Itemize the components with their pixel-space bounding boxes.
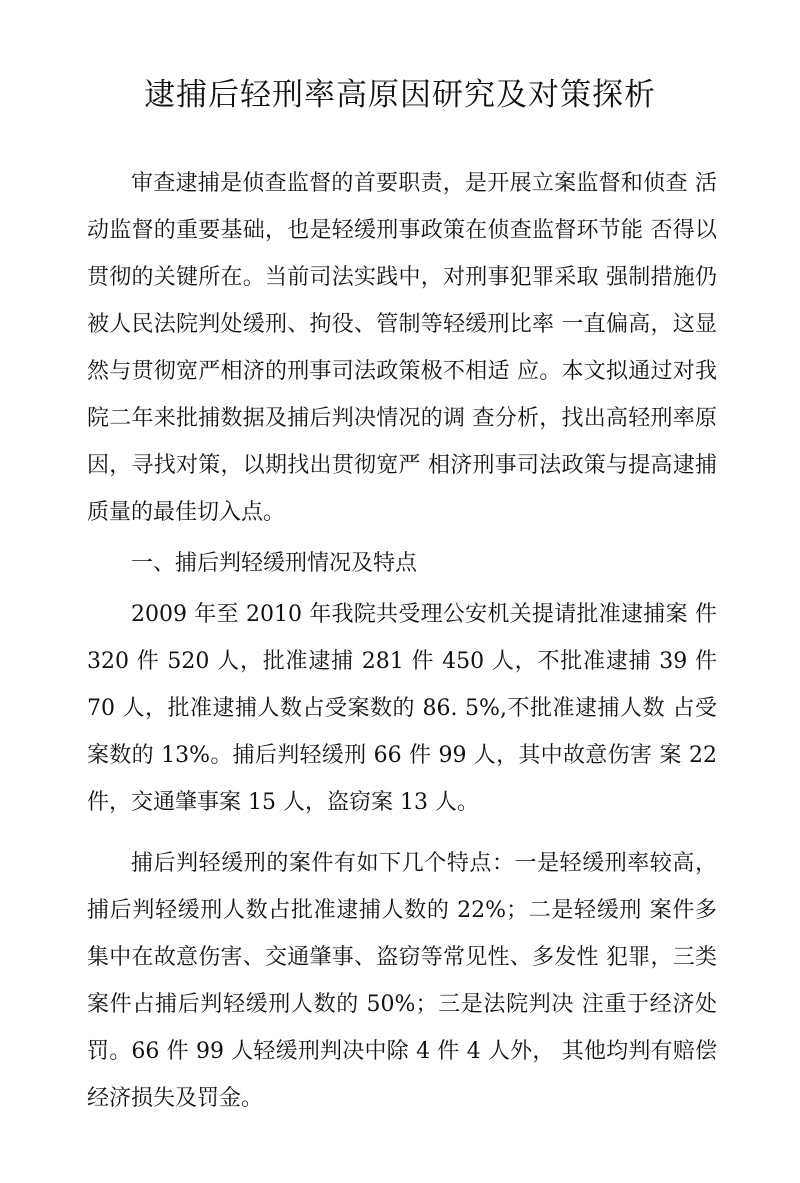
section-heading-1: 一、捕后判轻缓刑情况及特点 [131,551,418,576]
paragraph-characteristics: 捕后判轻缓刑的案件有如下几个特点：一是轻缓刑率较高，捕后判轻缓刑人数占批准逮捕人数的 22%；二是轻缓刑 案件多集中在故意伤害、交通肇事、盗窃等常见性、多发性 犯罪，三类案件占捕后判轻缓刑人数的 50%；三是法院判决 注重于经济处罚。66 件 99 人轻缓刑判决中除 4 件 4 人外， 其他均判有赔偿经济损失及罚金。 [87,851,717,1111]
document-title: 逮捕后轻刑率高原因研究及对策探析 [144,77,656,113]
paragraph-statistics: 2009 年至 2010 年我院共受理公安机关提请批准逮捕案 件 320 件 520 人，批准逮捕 281 件 450 人，不批准逮捕 39 件 70 人，批准逮捕人数占受案数的 86. 5%,不批准逮捕人数 占受案数的 13%。捕后判轻缓刑 66 件 99 人，其中故意伤害 案 22 件，交通肇事案 15 人，盗窃案 13 人。 [87,602,717,815]
document-body [87,160,717,1122]
paragraph-intro: 审查逮捕是侦查监督的首要职责，是开展立案监督和侦查 活动监督的重要基础，也是轻缓刑事政策在侦查监督环节能 否得以贯彻的关键所在。当前司法实践中，对刑事犯罪采取 强制措施仍被人民法院判处缓刑、拘役、管制等轻缓刑比率 一直偏高，这显然与贯彻宽严相济的刑事司法政策极不相适 应。本文拟通过对我院二年来批捕数据及捕后判决情况的调 查分析，找出高轻刑率原因，寻找对策，以期找出贯彻宽严 相济刑事司法政策与提高逮捕质量的最佳切入点。 [87,171,717,525]
